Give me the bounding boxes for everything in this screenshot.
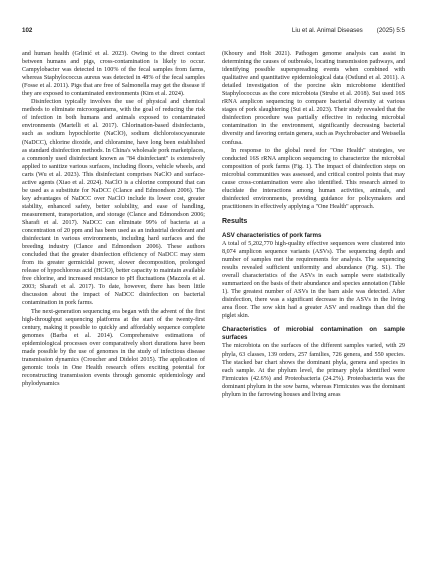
paragraph: (Khoury and Holt 2021). Pathogen genome analysis can assist in determining the causes of outbreaks, locating transmission pathways, and identifying possible superspreading events when combined with qualitative and quantitative epidemiological data (Ostlund et al. 2011). A detailed investigation of the porcine skin microbiome identified Staphylococcus as the core microbiota (Strube et al. 2018). Sui used 16S rRNA amplicon sequencing to compare bacterial diversity at various stages of pork slaughtering (Sui et al. 2023). Their study revealed that the disinfection procedure was partially effective in reducing microbial contamination in the environment, significantly decreasing bacterial diversity and favoring certain genera, such as Psychrobacter and Weissella confusa.: [222, 51, 405, 146]
subsection-heading: Characteristics of microbial contamination on sample surfaces: [222, 326, 405, 342]
results-heading: Results: [222, 217, 248, 225]
journal-name: Liu et al. Animal Diseases: [291, 27, 363, 34]
paragraph: In response to the global need for "One Health" strategies, we conducted 16S rRNA amplicon sequencing to characterize the microbial composition of pork farms (Fig. 1). The impact of disinfection steps on microbial communities was assessed, and critical control points that may cause cross-contamination were also identified. This research aimed to elucidate the interactions among human activities, animals, and disinfected environments, providing guidance for policymakers and practitioners in effectively applying a "One Health" approach.: [222, 147, 405, 210]
subsection-heading: ASV characteristics of pork farms: [222, 231, 322, 239]
paragraph: The microbiota on the surfaces of the different samples varied, with 29 phyla, 63 classes, 139 orders, 257 families, 726 genera, and 550 species. The stacked bar chart shows the dominant phyla, genera and species in each sample. At the phylum level, the primary phyla identified were Firmicutes (42.6%) and Proteobacteria (24.2%). Proteobacteria was the dominant phylum in the sow barns, whereas Firmicutes was the dominant phylum in the farrowing houses and living areas: [222, 343, 405, 398]
right-column: [222, 50, 405, 399]
paragraph: and human health (Grlinić et al. 2023). Owing to the direct contact between humans and pigs, cross-contamination is likely to occur. Campylobacter was detected in 100% of the fecal samples from farms, whereas Staphylococcus aureus was detected in 48% of the fecal samples (Fosse et al. 2011). Pigs that are free of Salmonella may get the disease if they are exposed to contaminated environments (Kim et al. 2024).: [22, 51, 205, 98]
journal-citation: [292, 27, 405, 34]
paragraph: A total of 5,202,770 high-quality effective sequences were clustered into 8,074 amplicon sequence variants (ASVs). The sequencing depth and number of samples met the requirements for analysis. The sequencing results revealed sufficient uniformity and abundance (Fig. S1). The overall characteristics of the ASVs in each sample were statistically summarized on the basis of their abundance and species annotation (Table 1). The greatest number of ASVs in the barn aisle was detected. After disinfection, there was a significant decrease in the ASVs in the living area floor. The sow skin had a greater ASV and readings than did the piglet skin.: [222, 240, 405, 320]
left-column: [22, 50, 205, 388]
page-number: 102: [22, 27, 33, 34]
paragraph: The next-generation sequencing era began with the advent of the first high-throughput sequencing platforms at the start of the twenty-first century, making it possible to quickly and affordably sequence complete genomes (Barba et al. 2014). Comprehensive estimations of epidemiological processes over comparatively short durations have been made possible by the use of genomes in the study of infectious disease transmission dynamics (Croucher and Didelot 2015). The application of genomic tools in One Health research offers exciting potential for reconstructing transmission events through genomic epidemiology and phylodynamics: [22, 308, 205, 387]
page-header: [22, 27, 405, 39]
paragraph: Disinfection typically involves the use of physical and chemical methods to eliminate microorganisms, with the goal of reducing the risk of infection in both humans and animals exposed to contaminated environments (Martelli et al. 2017). Chlorination-based disinfectants, such as sodium hypochlorite (NaClO), sodium dichloroisocyanurate (NaDCC), chlorine dioxide, and chloramine, have long been established as standard disinfection methods. In China's wholesale pork marketplaces, a commonly used disinfectant known as "84 disinfectant" is extensively applied to sanitize various surfaces, including floors, vehicle wheels, and carts (Wu et al. 2023). This disinfectant comprises NaClO and surface-active agents (Xiao et al. 2024). NaClO is a chlorine compound that can be used as a substitute for NaDCC (Clance and Edmondson 2006). The key advantages of NaDCC over NaClO include its lower cost, greater stability, enhanced safety, better solubility, and ease of handling, measurement, transportation, and storage (Clance and Edmondson 2006; Sharafi et al. 2017). NaDCC can eliminate 99% of bacteria at a concentration of 20 ppm and has been used as an industrial deodorant and disinfectant in various environments, including hard surfaces and the breeding industry (Clance and Edmondson 2006). These authors concluded that the greater disinfection efficiency of NaDCC may stem from its greater germicidal power, slower decomposition, prolonged release of hypochlorous acid (HClO), better capacity to maintain available free chlorine, and increased resistance to pH fluctuations (Mazzola et al. 2003; Sharafi et al. 2017). To date, however, there has been little discussion about the impact of NaDCC disinfection on bacterial contamination in pork farms.: [22, 99, 205, 307]
journal-year-volume: (2025) 5:5: [376, 27, 405, 34]
